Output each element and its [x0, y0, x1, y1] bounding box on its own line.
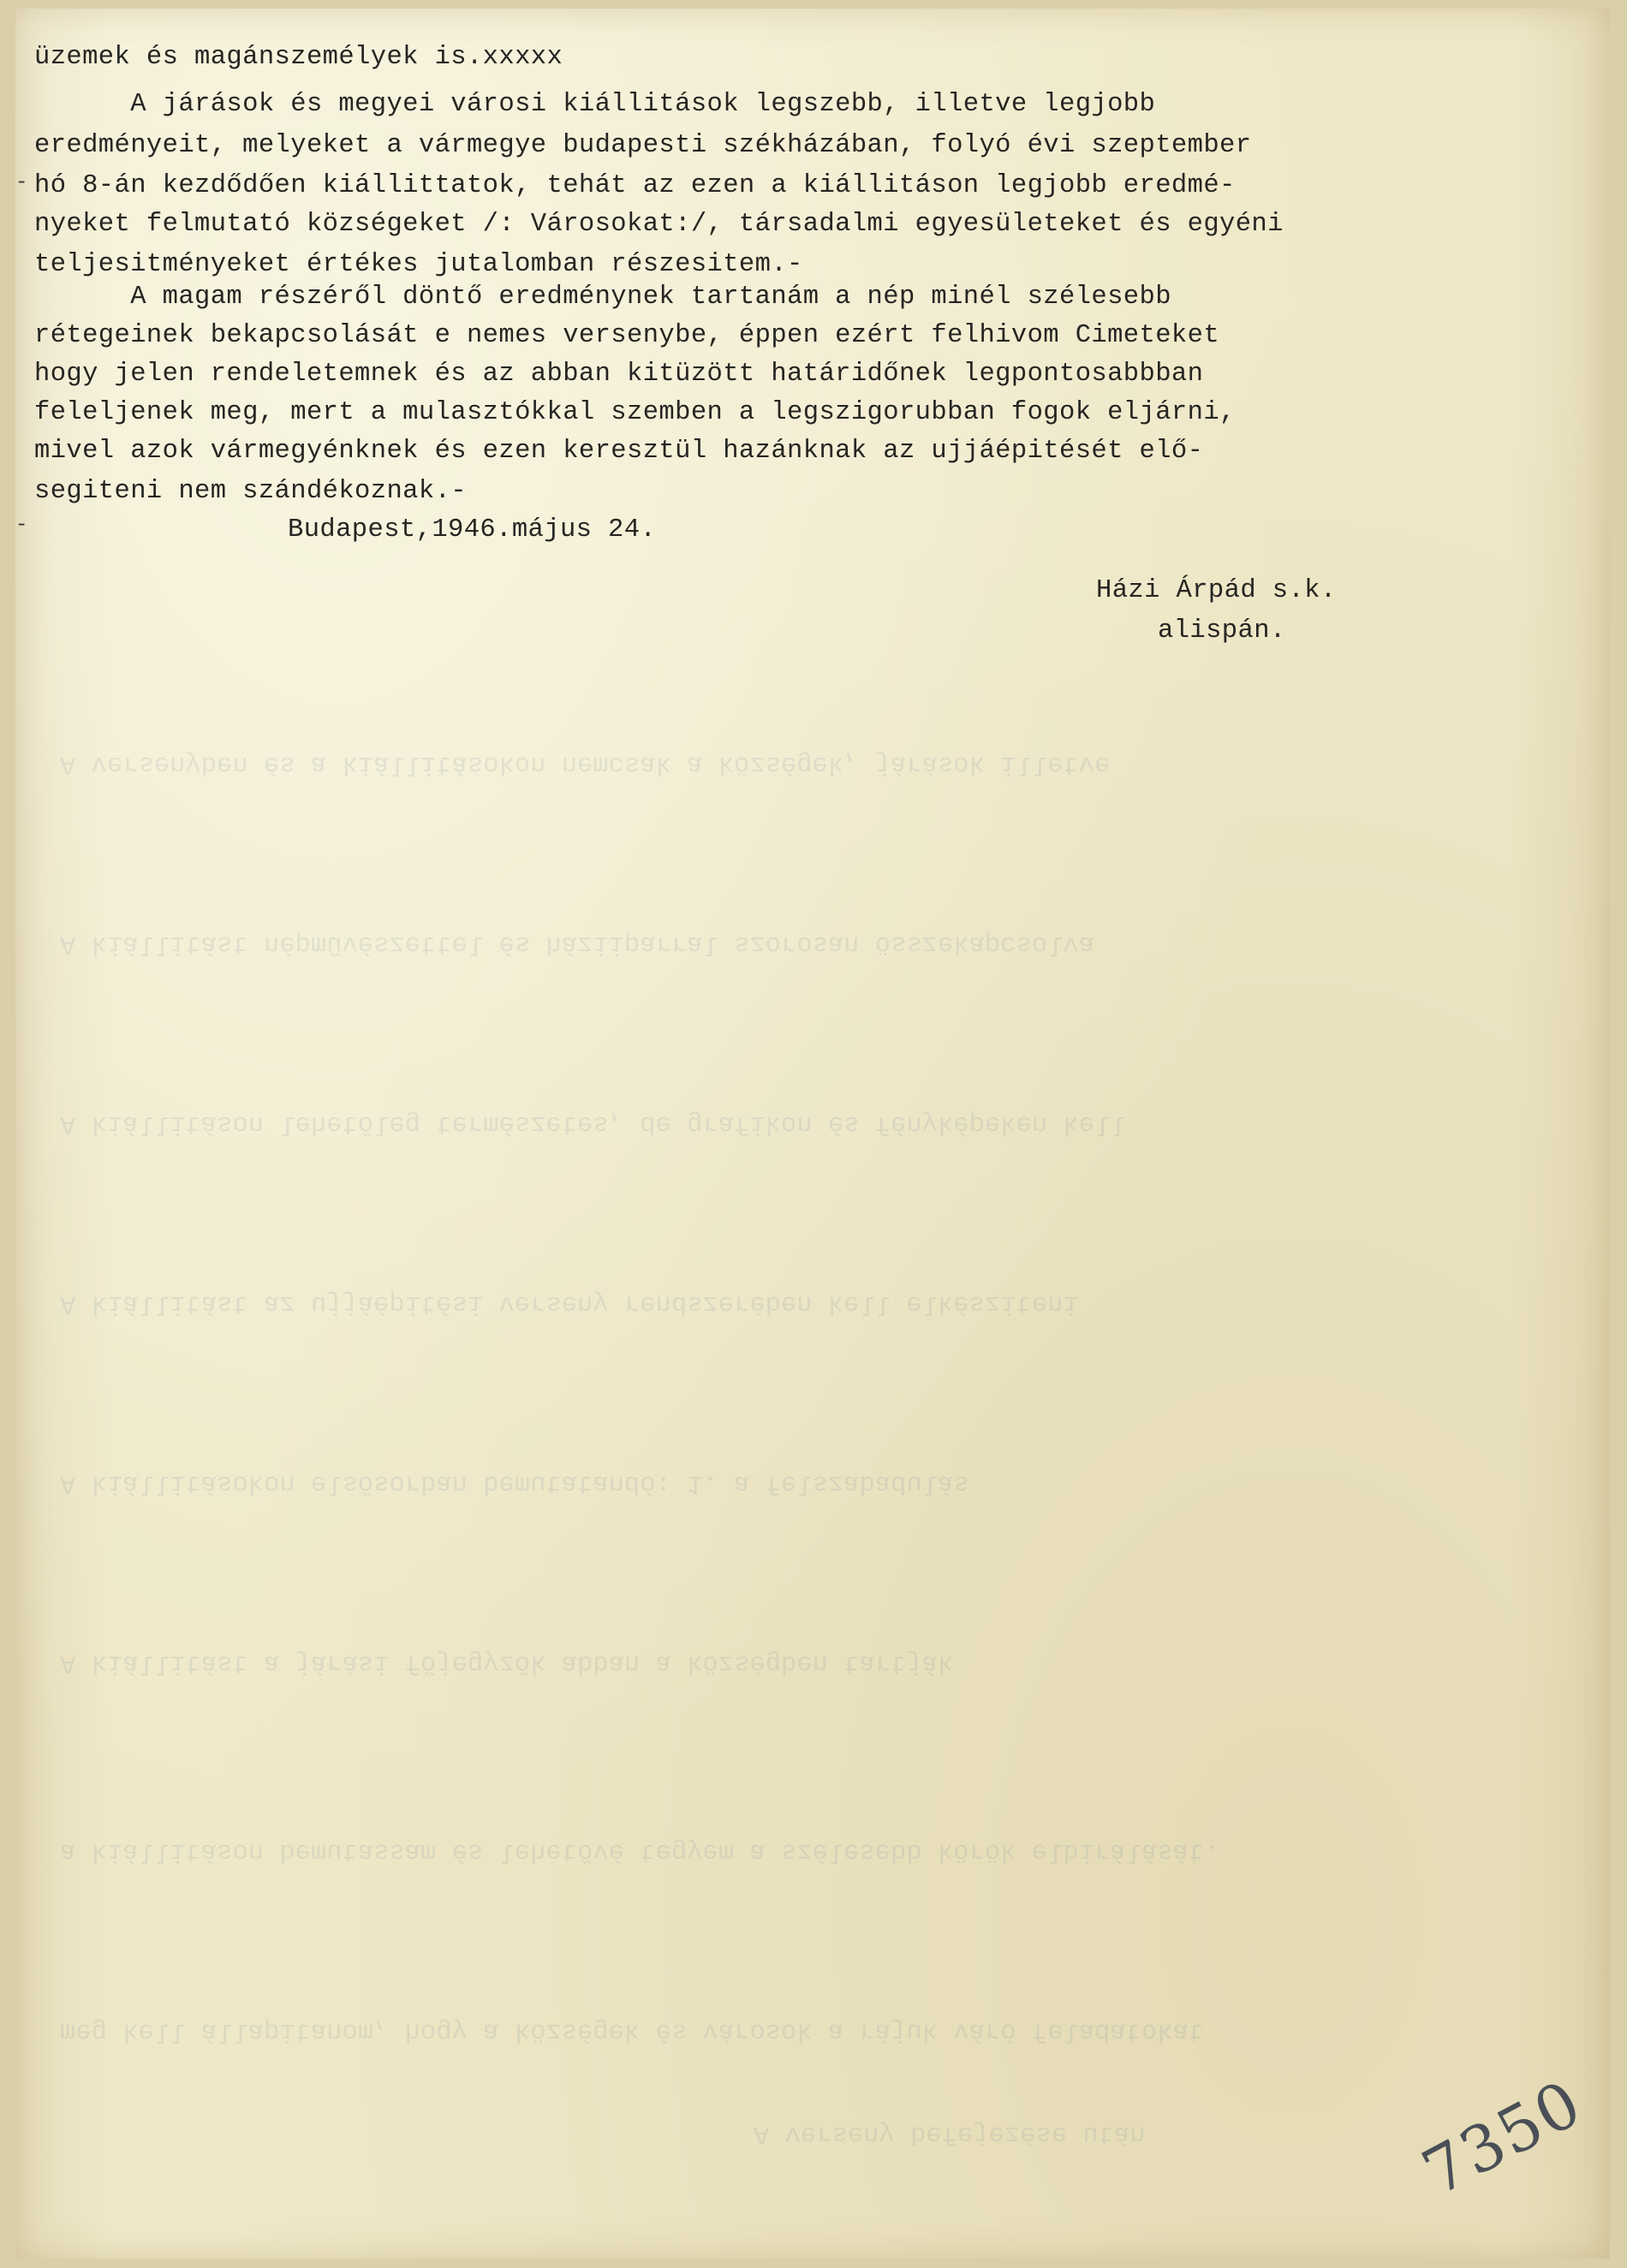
text-line: nyeket felmutató községeket /: Városokat:/, társadalmi egyesületeket és egyéni [34, 210, 1284, 239]
signature-title: alispán. [1158, 616, 1286, 646]
text-line: A járások és megyei városi kiállitások legszebb, illetve legjobb [34, 90, 1156, 119]
text-line: feleljenek meg, mert a mulasztókkal szemben a legszigorubban fogok eljárni, [34, 398, 1236, 427]
text-line: hó 8-án kezdődően kiállittatok, tehát az ezen a kiállitáson legjobb eredmé- [34, 171, 1236, 200]
text-line: segiteni nem szándékoznak.- [34, 477, 467, 506]
typed-letter-body [34, 0, 1576, 646]
margin-dash: - [15, 171, 28, 194]
text-line: rétegeinek bekapcsolását e nemes versenybe, éppen ezért felhivom Cimeteket [34, 321, 1220, 350]
text-line: üzemek és magánszemélyek is.xxxxx [34, 43, 563, 72]
text-line: mivel azok vármegyénknek és ezen keresztül hazánknak az ujjáépitését elő- [34, 437, 1204, 466]
date-line: Budapest,1946.május 24. [288, 515, 657, 545]
text-line: hogy jelen rendeletemnek és az abban kitüzött határidőnek legpontosabbban [34, 360, 1204, 389]
margin-dash: - [15, 514, 28, 537]
text-line: eredményeit, melyeket a vármegye budapesti székházában, folyó évi szeptember [34, 131, 1252, 160]
archive-number-handwritten: 7350 [1410, 2066, 1594, 2211]
text-line: teljesitményeket értékes jutalomban részesitem.- [34, 250, 803, 279]
signature-name: Házi Árpád s.k. [1096, 576, 1337, 605]
text-line: A magam részéről döntő eredménynek tartanám a nép minél szélesebb [34, 283, 1171, 312]
